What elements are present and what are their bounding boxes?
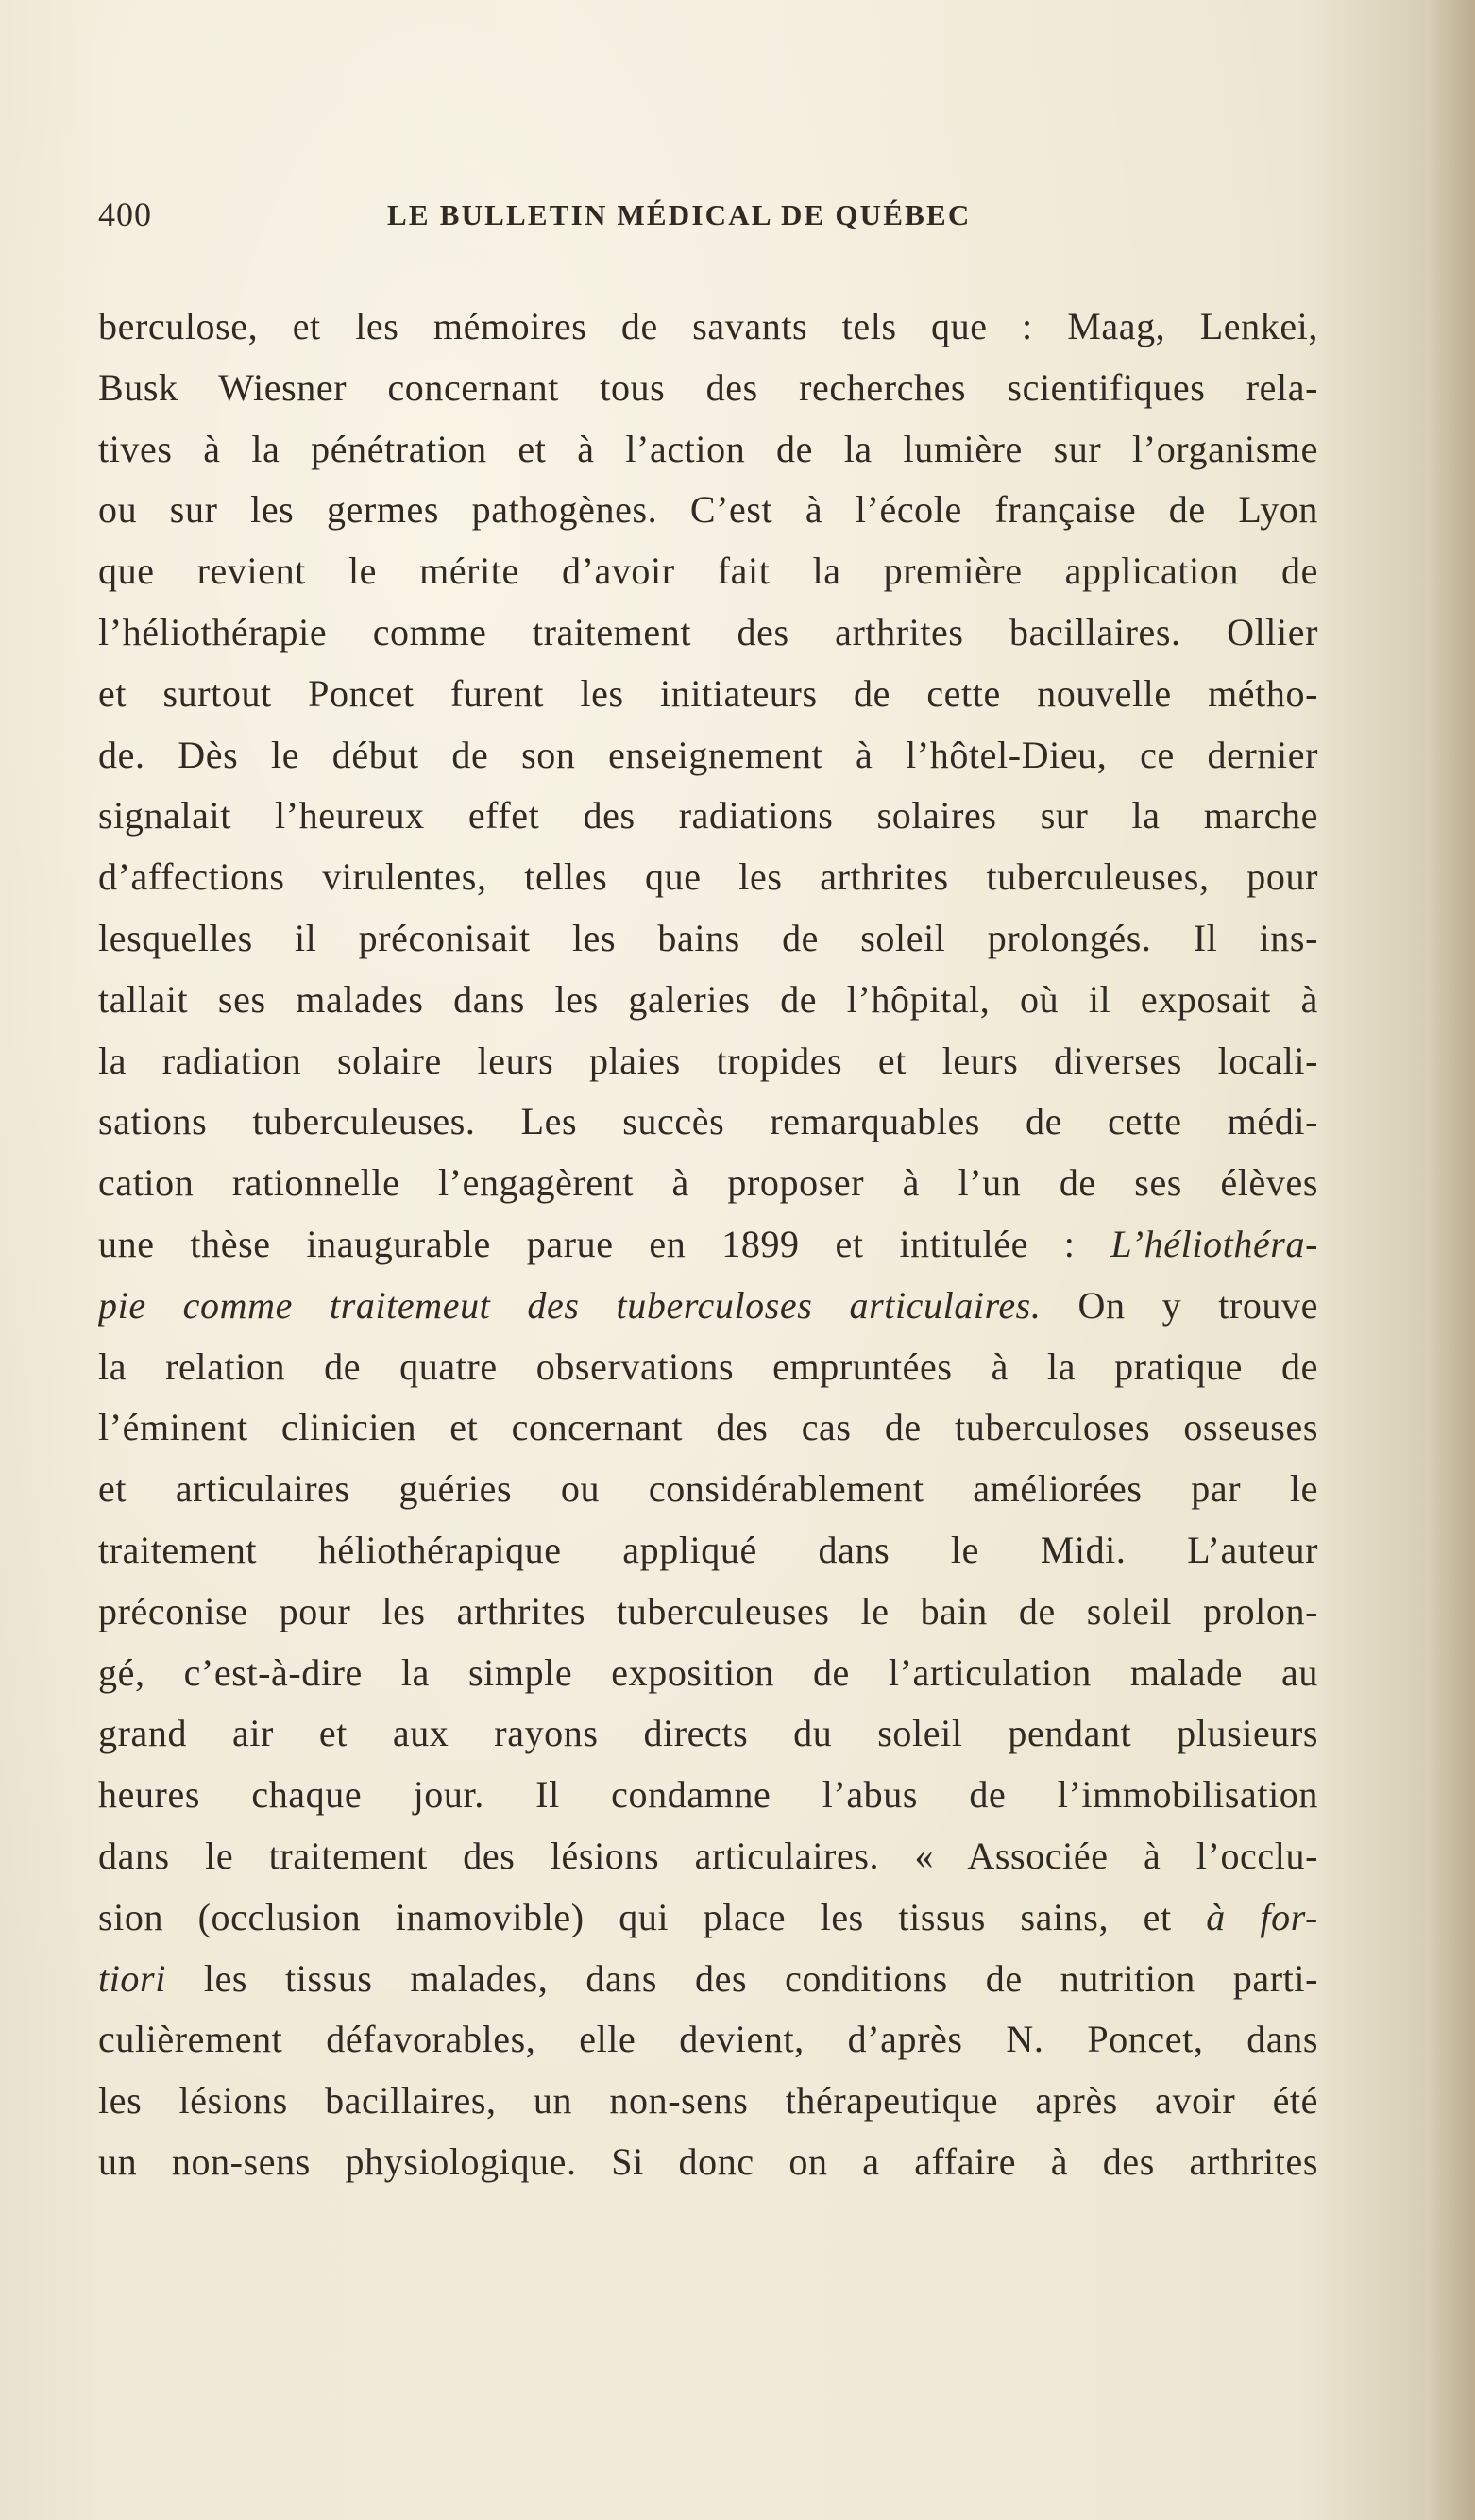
text-segment: On y trouve — [1041, 1283, 1318, 1327]
text-segment: d’affections virulentes, telles que les arthrites tuberculeuses, pour — [98, 855, 1318, 899]
journal-title: LE BULLETIN MÉDICAL DE QUÉBEC — [387, 198, 972, 231]
text-line — [98, 970, 1318, 1031]
text-line — [98, 1643, 1318, 1704]
page-number: 400 — [98, 195, 152, 233]
text-segment: tives à la pénétration et à l’action de la lumière sur l’organisme — [98, 427, 1318, 470]
text-line — [98, 1887, 1318, 1949]
italic-text-segment: tiori — [98, 1956, 166, 2000]
text-segment: un non-sens physiologique. Si donc on a affaire à des arthrites — [98, 2139, 1318, 2183]
text-segment: dans le traitement des lésions articulaires. « Associée à l’occlu- — [98, 1834, 1318, 1877]
text-segment: culièrement défavorables, elle devient, d’après N. Poncet, dans — [98, 2018, 1318, 2061]
text-line — [98, 1091, 1318, 1153]
italic-text-segment: L’héliothéra- — [1110, 1222, 1318, 1265]
text-segment: sion (occlusion inamovible) qui place les tissus sains, et — [98, 1895, 1207, 1938]
text-segment: et surtout Poncet furent les initiateurs de cette nouvelle métho- — [98, 671, 1318, 715]
text-line — [98, 602, 1318, 664]
text-line — [98, 1031, 1318, 1092]
text-segment: gé, c’est-à-dire la simple exposition de l’articulation malade au — [98, 1650, 1318, 1694]
text-line — [98, 2071, 1318, 2132]
text-line — [98, 1949, 1318, 2010]
text-line — [98, 1276, 1318, 1337]
text-segment: les lésions bacillaires, un non-sens thérapeutique après avoir été — [98, 2079, 1318, 2123]
text-segment: grand air et aux rayons directs du soleil pendant plusieurs — [98, 1712, 1318, 1755]
text-segment: l’héliothérapie comme traitement des arthrites bacillaires. Ollier — [98, 610, 1318, 653]
text-line — [98, 847, 1318, 908]
text-line — [98, 908, 1318, 970]
text-line — [98, 1520, 1318, 1581]
text-line — [98, 1459, 1318, 1520]
text-segment: les tissus malades, dans des conditions de nutrition parti- — [165, 1956, 1318, 2000]
text-segment: sations tuberculeuses. Les succès remarquables de cette médi- — [98, 1100, 1318, 1143]
text-segment: cation rationnelle l’engagèrent à proposer à l’un de ses élèves — [98, 1161, 1318, 1205]
italic-text-segment: à for- — [1206, 1895, 1318, 1938]
text-segment: la radiation solaire leurs plaies tropides et leurs diverses locali- — [98, 1039, 1318, 1082]
text-line — [98, 1214, 1318, 1276]
text-line — [98, 1703, 1318, 1765]
text-line — [98, 1337, 1318, 1398]
text-line — [98, 2132, 1318, 2193]
text-segment: traitement héliothérapique appliqué dans le Midi. L’auteur — [98, 1528, 1318, 1571]
text-line — [98, 786, 1318, 847]
text-segment: berculose, et les mémoires de savants tels que : Maag, Lenkei, — [98, 305, 1318, 347]
text-segment: l’éminent clinicien et concernant des cas de tuberculoses osseuses — [98, 1406, 1318, 1449]
text-line — [98, 480, 1318, 541]
text-line — [98, 1826, 1318, 1887]
text-segment: préconise pour les arthrites tuberculeuses le bain de soleil prolon- — [98, 1589, 1318, 1632]
text-line — [98, 1581, 1318, 1643]
body-text — [98, 296, 1318, 2193]
text-line — [98, 541, 1318, 602]
text-line — [98, 1765, 1318, 1826]
italic-text-segment: pie comme traitemeut des tuberculoses articulaires. — [98, 1283, 1042, 1327]
text-segment: et articulaires guéries ou considérablement améliorées par le — [98, 1467, 1318, 1511]
text-segment: que revient le mérite d’avoir fait la première application de — [98, 550, 1318, 593]
text-segment: de. Dès le début de son enseignement à l’hôtel-Dieu, ce dernier — [98, 733, 1318, 776]
text-line — [98, 2009, 1318, 2071]
text-segment: la relation de quatre observations empruntées à la pratique de — [98, 1345, 1318, 1388]
text-segment: ou sur les germes pathogènes. C’est à l’école française de Lyon — [98, 488, 1318, 532]
text-line — [98, 419, 1318, 481]
text-line — [98, 664, 1318, 725]
text-line — [98, 296, 1318, 358]
text-segment: Busk Wiesner concernant tous des recherches scientifiques rela- — [98, 365, 1318, 409]
text-line — [98, 1397, 1318, 1459]
text-segment: une thèse inaugurable parue en 1899 et intitulée : — [98, 1222, 1111, 1265]
text-segment: heures chaque jour. Il condamne l’abus de l’immobilisation — [98, 1773, 1318, 1817]
page-edge-shadow — [1430, 0, 1475, 2520]
text-segment: lesquelles il préconisait les bains de soleil prolongés. Il ins- — [98, 916, 1318, 959]
text-line — [98, 725, 1318, 786]
text-line — [98, 1153, 1318, 1214]
running-head — [98, 194, 1033, 238]
text-line — [98, 358, 1318, 419]
text-segment: tallait ses malades dans les galeries de l’hôpital, où il exposait à — [98, 977, 1318, 1021]
text-segment: signalait l’heureux effet des radiations solaires sur la marche — [98, 794, 1318, 837]
